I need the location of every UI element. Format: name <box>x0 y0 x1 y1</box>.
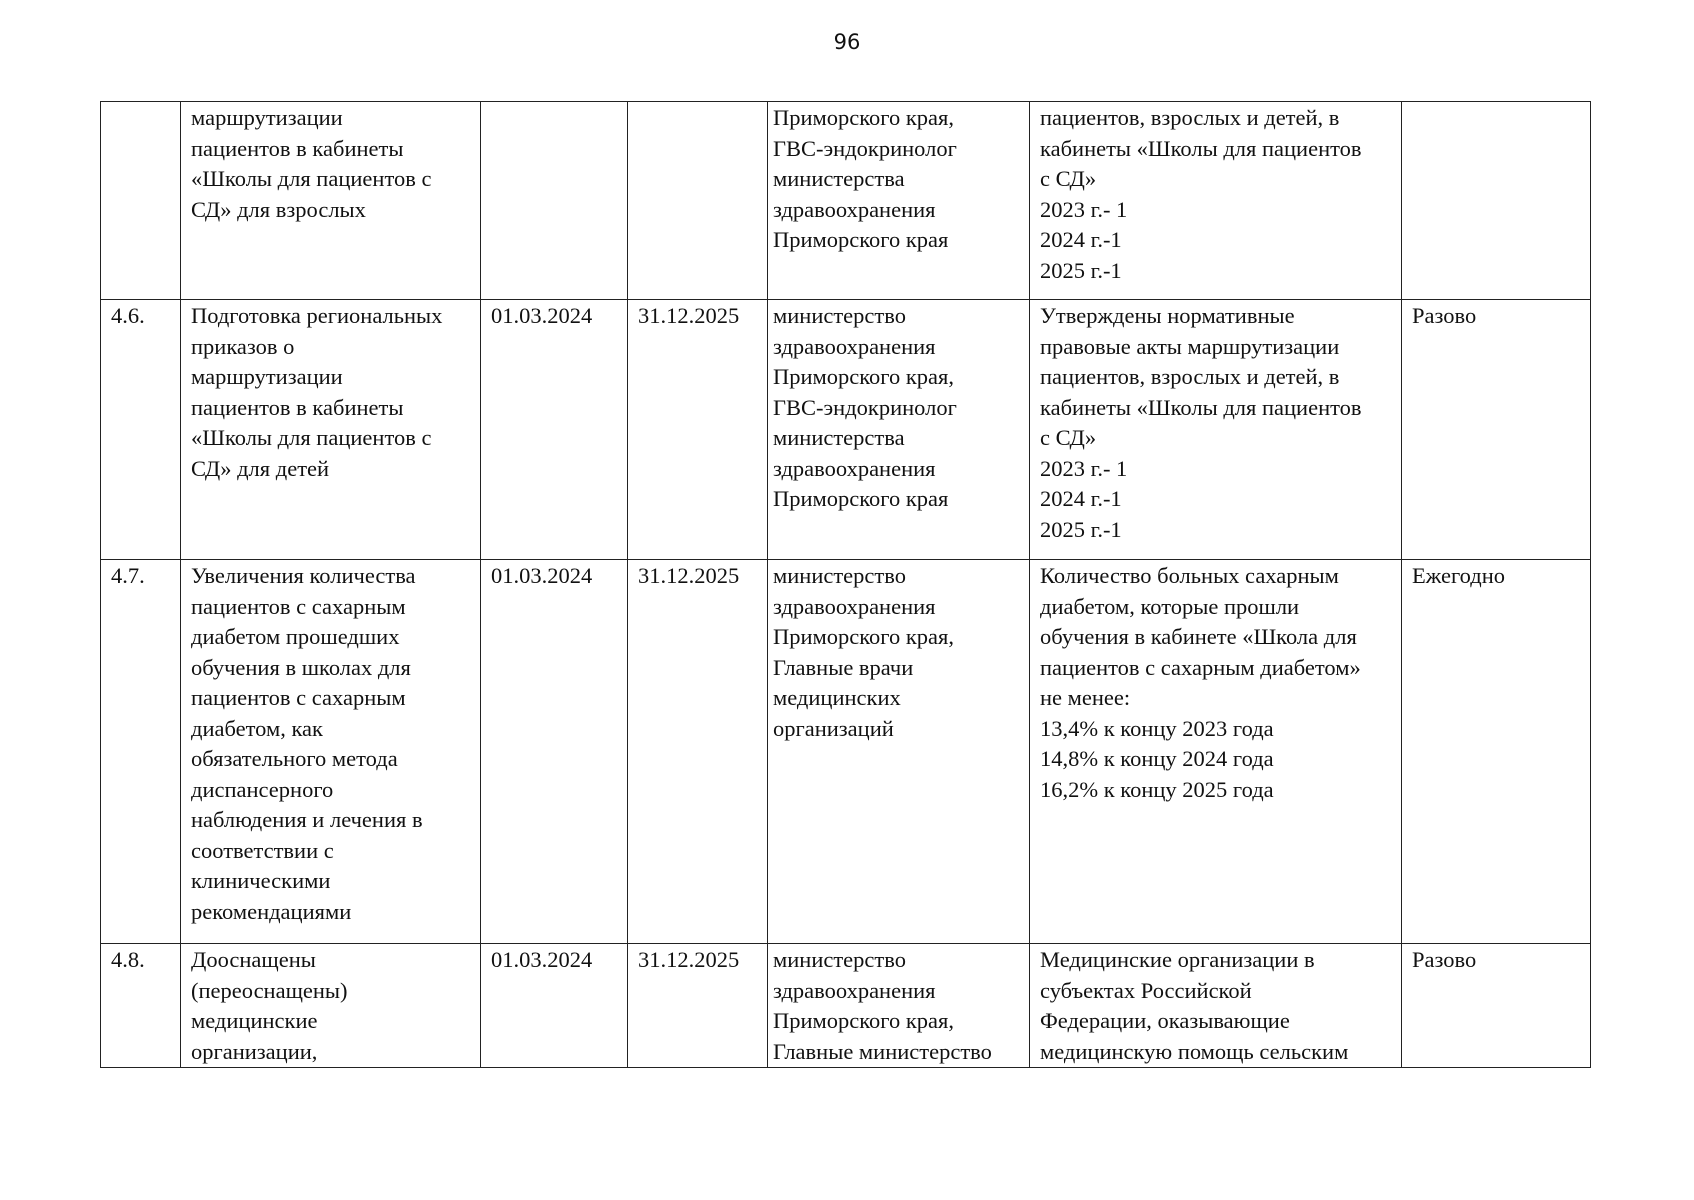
expected-result: Медицинские организации в субъектах Российской Федерации, оказывающие медицинскую помощь сельским <box>1030 944 1402 1068</box>
row-number: 4.8. <box>101 944 181 1068</box>
frequency: Разово <box>1402 944 1591 1068</box>
measures-table <box>100 101 1591 1068</box>
expected-result: Количество больных сахарным диабетом, которые прошли обучения в кабинете «Школа для пациентов с сахарным диабетом» не менее: 13,4% к концу 2023 года 14,8% к концу 2024 года 16,2% к концу 2025 года <box>1030 560 1402 944</box>
expected-result: пациентов, взрослых и детей, в кабинеты «Школы для пациентов с СД» 2023 г.- 1 2024 г.-1 2025 г.-1 <box>1030 102 1402 300</box>
responsible: министерство здравоохранения Приморского края, Главные министерство <box>768 944 1030 1068</box>
frequency: Разово <box>1402 300 1591 560</box>
table-row <box>101 560 1591 944</box>
responsible: министерство здравоохранения Приморского края, Главные врачи медицинских организаций <box>768 560 1030 944</box>
table-row <box>101 944 1591 1068</box>
frequency: Ежегодно <box>1402 560 1591 944</box>
table-row <box>101 300 1591 560</box>
start-date: 01.03.2024 <box>481 560 628 944</box>
start-date <box>481 102 628 300</box>
table-row <box>101 102 1591 300</box>
frequency <box>1402 102 1591 300</box>
measure-name: Увеличения количества пациентов с сахарным диабетом прошедших обучения в школах для пациентов с сахарным диабетом, как обязательного метода диспансерного наблюдения и лечения в соответствии с клиническими рекомендациями <box>181 560 481 944</box>
start-date: 01.03.2024 <box>481 944 628 1068</box>
expected-result: Утверждены нормативные правовые акты маршрутизации пациентов, взрослых и детей, в кабинеты «Школы для пациентов с СД» 2023 г.- 1 2024 г.-1 2025 г.-1 <box>1030 300 1402 560</box>
row-number: 4.7. <box>101 560 181 944</box>
end-date <box>628 102 768 300</box>
start-date: 01.03.2024 <box>481 300 628 560</box>
row-number: 4.6. <box>101 300 181 560</box>
end-date: 31.12.2025 <box>628 944 768 1068</box>
end-date: 31.12.2025 <box>628 560 768 944</box>
row-number <box>101 102 181 300</box>
responsible: министерство здравоохранения Приморского края, ГВС-эндокринолог министерства здравоохранения Приморского края <box>768 300 1030 560</box>
measure-name: Дооснащены (переоснащены) медицинские организации, <box>181 944 481 1068</box>
responsible: Приморского края, ГВС-эндокринолог министерства здравоохранения Приморского края <box>768 102 1030 300</box>
page-number: 96 <box>833 30 861 54</box>
measure-name: Подготовка региональных приказов о маршрутизации пациентов в кабинеты «Школы для пациентов с СД» для детей <box>181 300 481 560</box>
end-date: 31.12.2025 <box>628 300 768 560</box>
measure-name: маршрутизации пациентов в кабинеты «Школы для пациентов с СД» для взрослых <box>181 102 481 300</box>
